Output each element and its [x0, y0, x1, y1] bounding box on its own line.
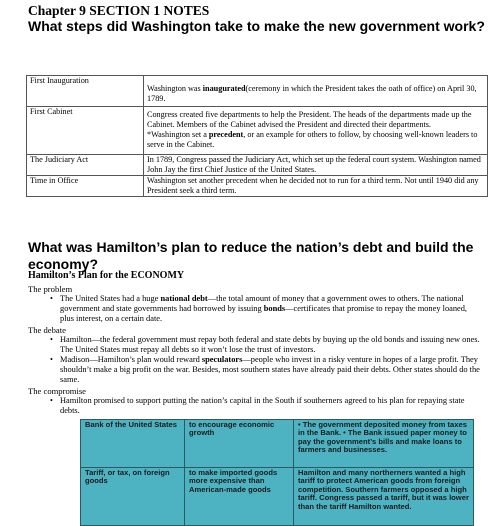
- washington-steps-table: [26, 75, 488, 197]
- row-label: First Cabinet: [27, 107, 144, 155]
- row-text: In 1789, Congress passed the Judiciary Act, which set up the federal court system. Washington named John Jay the first Chief Justice of the United States.: [144, 155, 488, 176]
- table-row: [27, 176, 488, 197]
- table-row: [81, 468, 474, 526]
- debate-bullet-hamilton: • Hamilton—the federal government must repay both federal and state debts by buying up the old bonds and issuing new ones. The United States must repay all debts so it won’t lose the trust of investors.: [50, 335, 480, 354]
- compromise-heading: The compromise: [28, 386, 86, 396]
- plan-details: Hamilton and many northerners wanted a high tariff to protect American goods from foreign competition. Southern farmers opposed a high tariff. Congress passed a tariff, but it was lower than the tariff Hamilton wanted.: [294, 468, 474, 526]
- bullet-icon: •: [50, 294, 53, 303]
- question-heading-1: What steps did Washington take to make the new government work?: [28, 18, 485, 34]
- plan-item: Bank of the United States: [81, 420, 185, 468]
- debate-bullet-madison: • Madison—Hamilton’s plan would reward speculators—people who invest in a risky venture in hopes of a large profit. They shouldn’t make a big profit on the war. Besides, most southern states have already paid their debts. Other states should do the same.: [50, 355, 480, 384]
- row-text: Congress created five departments to help the President. The heads of the departments made up the Cabinet. Members of the Cabinet advised the President and directed their departments. *Washington set a precedent, or an example for others to follow, by choosing well-known leaders to serve in the Cabinet.: [144, 107, 488, 155]
- table-row: [81, 420, 474, 468]
- table-row: [27, 155, 488, 176]
- bullet-icon: •: [50, 396, 53, 405]
- row-label: First Inauguration: [27, 76, 144, 107]
- compromise-bullet: • Hamilton promised to support putting the nation’s capital in the South if southerners agreed to his plan for repaying state debts.: [50, 396, 465, 415]
- bullet-icon: •: [50, 335, 53, 344]
- chapter-title: Chapter 9 SECTION 1 NOTES: [28, 3, 210, 18]
- plan-item: Tariff, or tax, on foreign goods: [81, 468, 185, 526]
- row-text: Washington set another precedent when he decided not to run for a third term. Not until 1940 did any President seek a third term.: [144, 176, 488, 197]
- table-row: [27, 76, 488, 107]
- question-heading-2: What was Hamilton’s plan to reduce the nation’s debt and build the economy?: [28, 239, 474, 272]
- problem-heading: The problem: [28, 284, 73, 294]
- plan-title: Hamilton’s Plan for the ECONOMY: [28, 270, 185, 281]
- plan-purpose: to encourage economic growth: [185, 420, 294, 468]
- plan-details: • The government deposited money from taxes in the Bank. • The Bank issued paper money to pay the government’s bills and make loans to farmers and businesses.: [294, 420, 474, 468]
- problem-bullet: • The United States had a huge national debt—the total amount of money that a government owes to others. The national government and state governments had borrowed by issuing bonds—certificates that promise to repay the money loaned, plus interest, on a certain date.: [50, 294, 468, 323]
- table-row: [27, 107, 488, 155]
- row-text: Washington was inaugurated(ceremony in which the President takes the oath of office) on April 30, 1789.: [144, 76, 488, 107]
- bullet-icon: •: [50, 355, 53, 364]
- debate-heading: The debate: [28, 325, 66, 335]
- row-label: Time in Office: [27, 176, 144, 197]
- row-label: The Judiciary Act: [27, 155, 144, 176]
- plan-purpose: to make imported goods more expensive than American-made goods: [185, 468, 294, 526]
- economy-plan-table: [80, 419, 474, 526]
